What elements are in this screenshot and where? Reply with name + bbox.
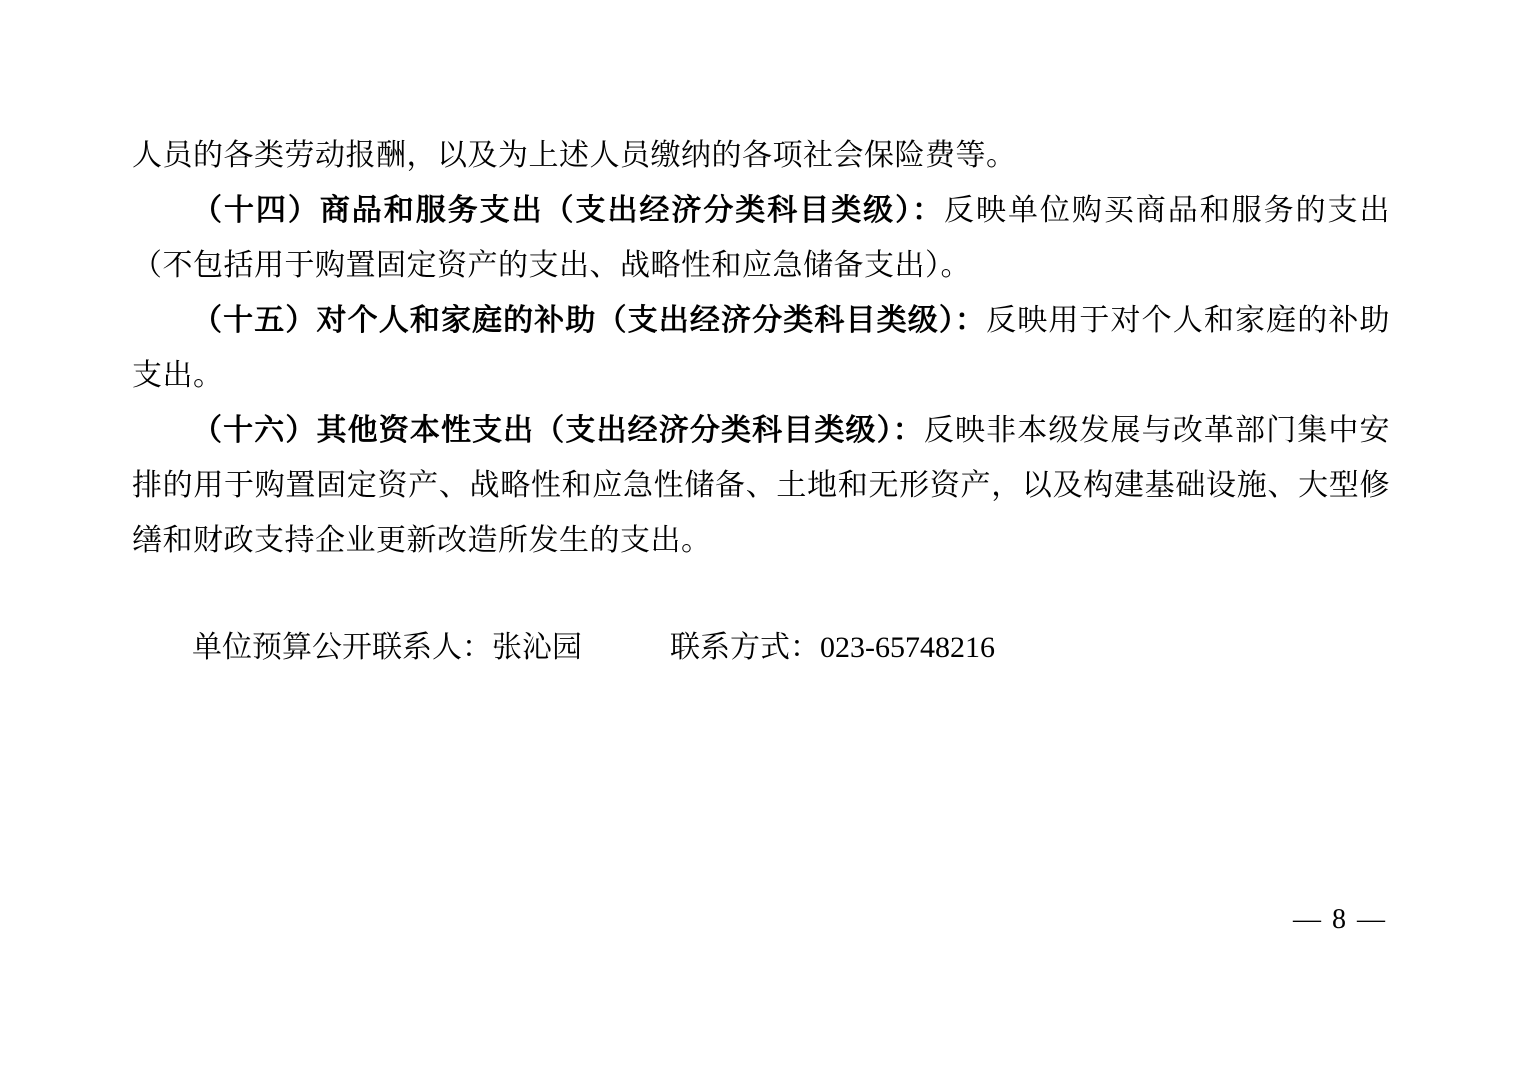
contact-person-name: 张沁园	[492, 631, 582, 664]
heading-segment: （十五）对个人和家庭的补助（支出经济分类科目类级）：	[192, 304, 987, 337]
contact-phone-number: 023-65748216	[820, 631, 995, 664]
contact-phone	[670, 631, 995, 664]
contact-phone-label: 联系方式：	[670, 631, 820, 664]
heading-segment: （十四）商品和服务支出（支出经济分类科目类级）：	[192, 194, 945, 227]
text-column	[132, 128, 1390, 675]
paragraph	[132, 403, 1390, 568]
text-segment: 反映用于对个人和家庭的补助支出。	[132, 304, 1390, 392]
paragraph	[132, 183, 1390, 293]
contact-person-label: 单位预算公开联系人：	[192, 631, 492, 664]
page-number: — 8 —	[1293, 904, 1387, 935]
paragraph	[132, 293, 1390, 403]
contact-person	[192, 631, 582, 664]
paragraph	[132, 128, 1390, 183]
text-segment: 反映单位购买商品和服务的支出（不包括用于购置固定资产的支出、战略性和应急储备支出）。	[132, 194, 1391, 282]
document-body	[132, 128, 1390, 568]
contact-line	[132, 620, 1390, 675]
heading-segment: （十六）其他资本性支出（支出经济分类科目类级）：	[192, 414, 924, 447]
text-segment: 人员的各类劳动报酬，以及为上述人员缴纳的各项社会保险费等。	[132, 139, 1017, 172]
text-segment: 反映非本级发展与改革部门集中安排的用于购置固定资产、战略性和应急性储备、土地和无形资产，以及构建基础设施、大型修缮和财政支持企业更新改造所发生的支出。	[132, 414, 1391, 557]
